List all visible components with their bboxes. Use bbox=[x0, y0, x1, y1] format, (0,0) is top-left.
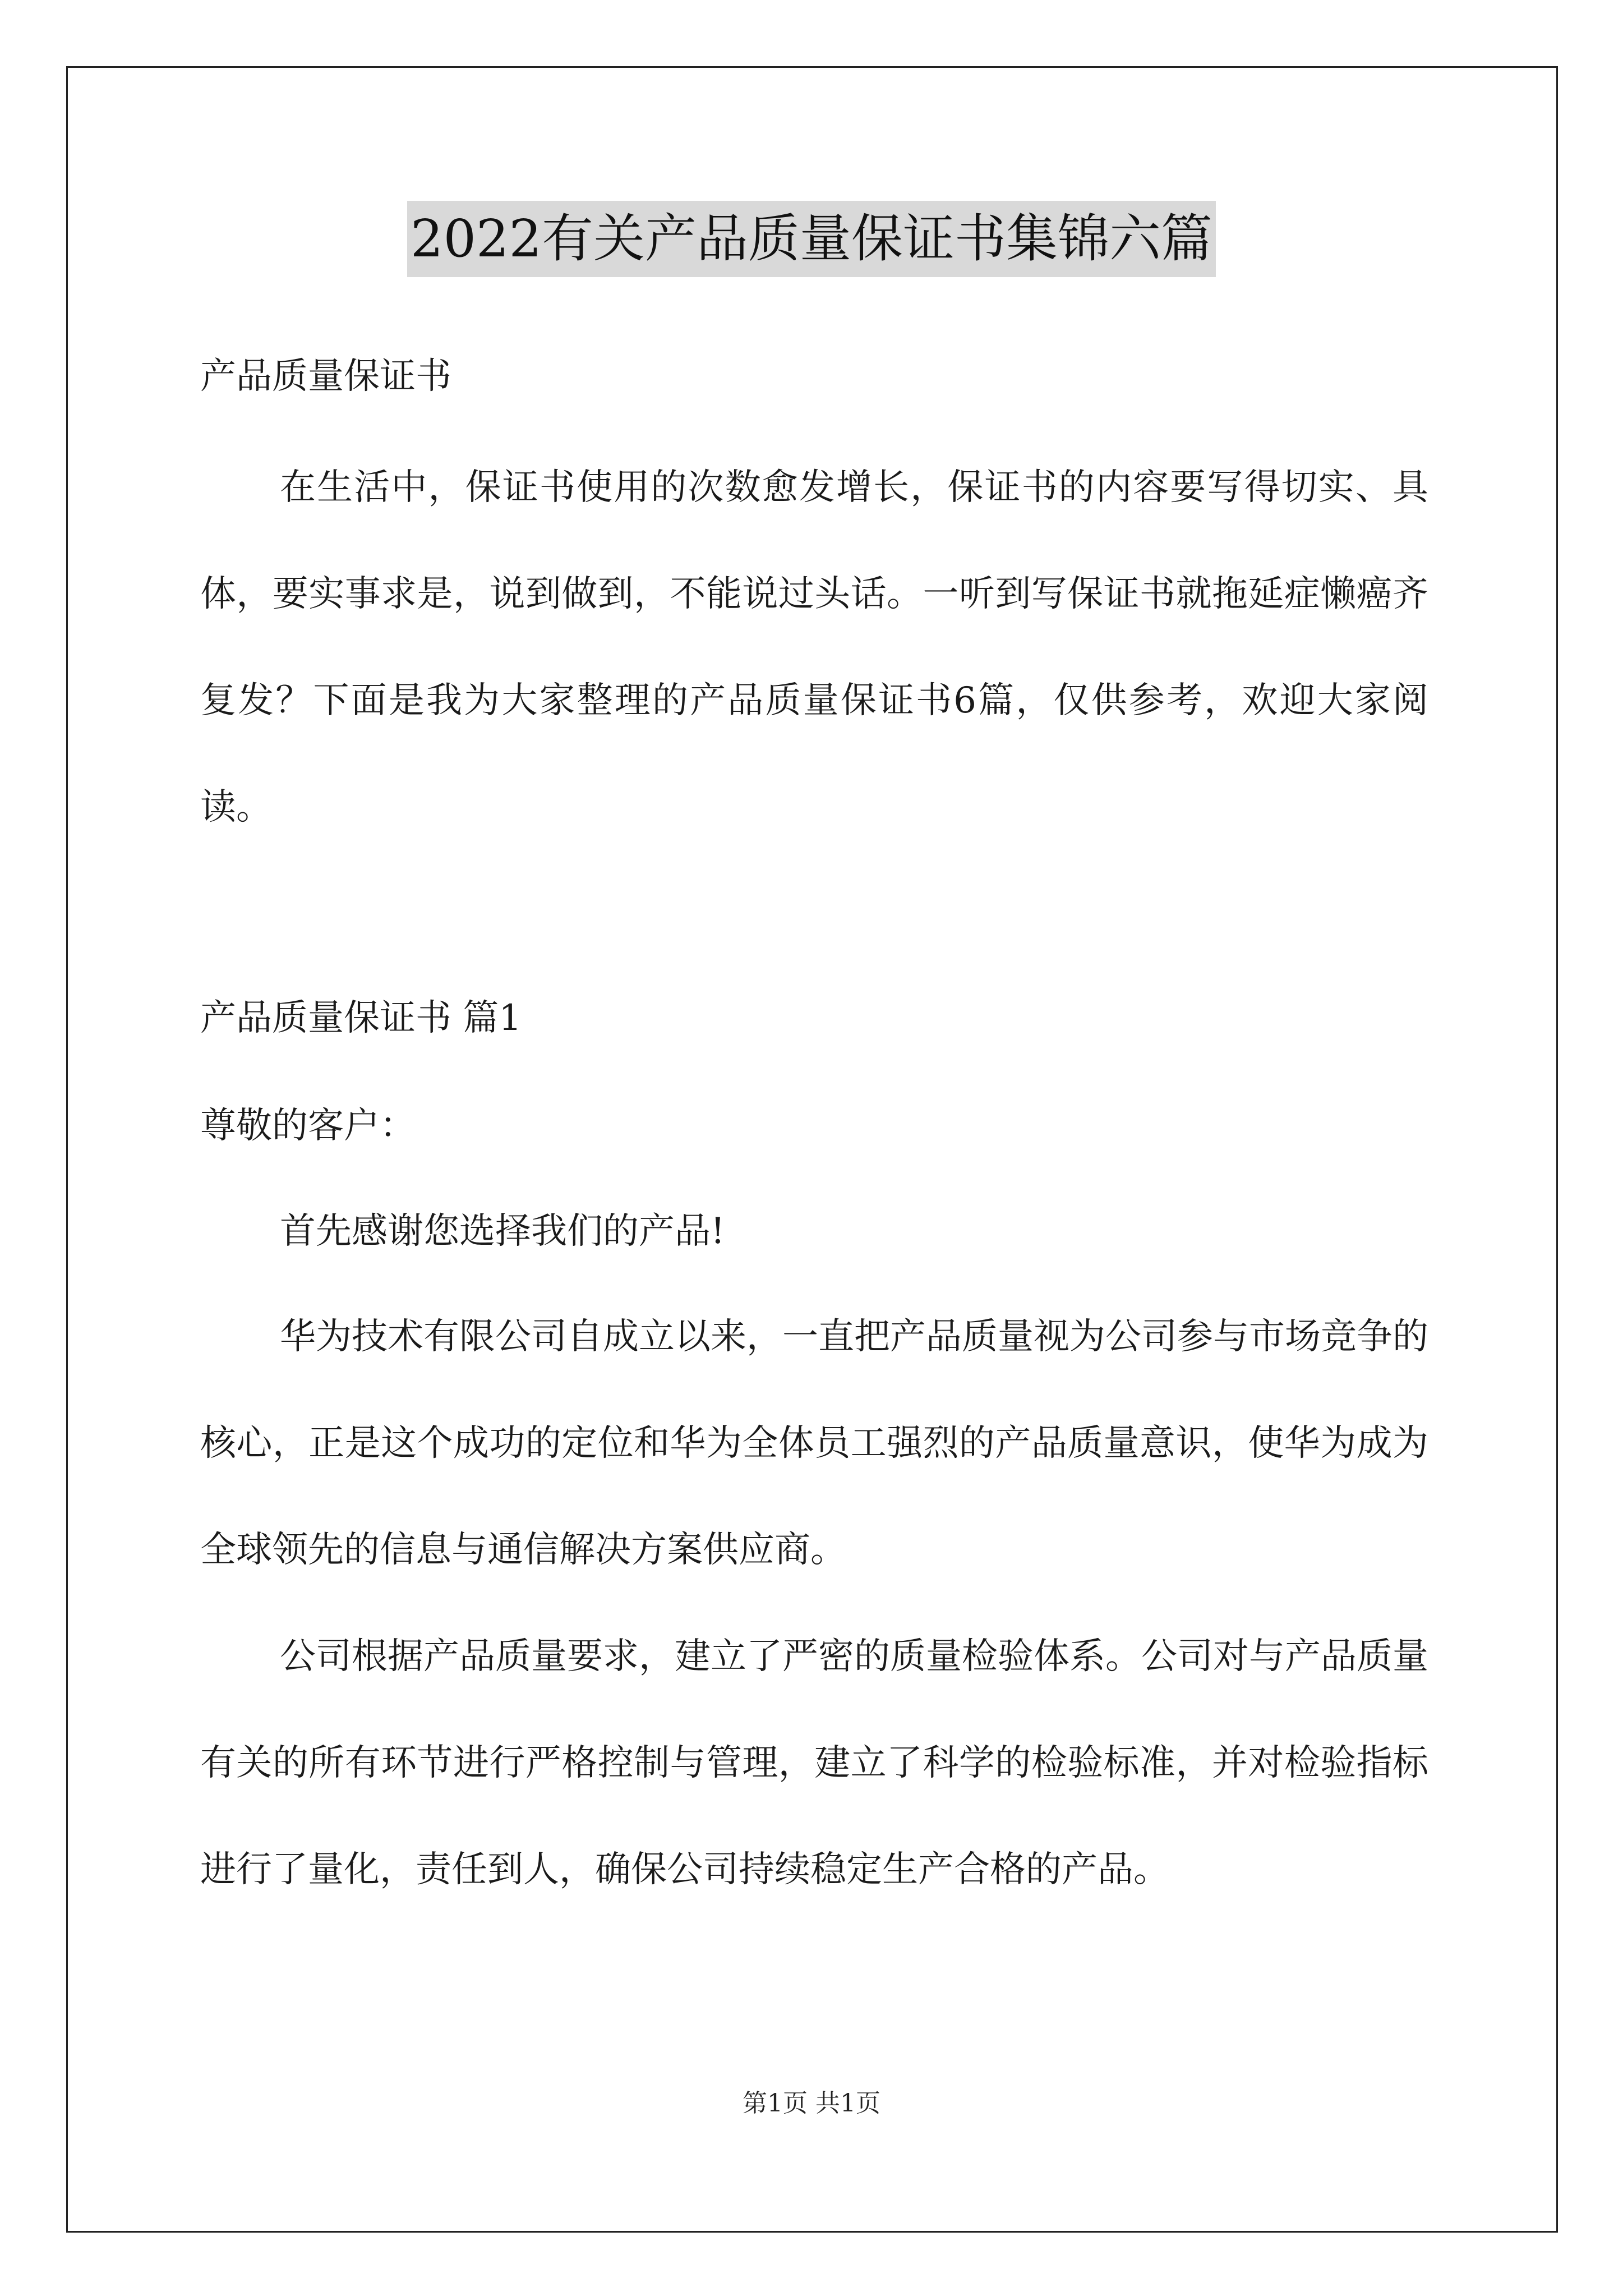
paragraph-thanks: 首先感谢您选择我们的产品! bbox=[280, 1211, 725, 1252]
salutation: 尊敬的客户： bbox=[200, 1105, 416, 1147]
section-heading: 产品质量保证书 bbox=[200, 356, 451, 397]
paragraph-company-intro: 华为技术有限公司自成立以来，一直把产品质量视为公司参与市场竞争的核心，正是这个成功的定位和华为全体员工强烈的产品质量意识，使华为成为全球领先的信息与通信解决方案供应商。 bbox=[200, 1316, 1428, 1571]
intro-paragraph: 在生活中，保证书使用的次数愈发增长，保证书的内容要写得切实、具体，要实事求是，说到做到，不能说过头话。一听到写保证书就拖延症懒癌齐复发？下面是我为大家整理的产品质量保证书6篇，仅供参考，欢迎大家阅读。 bbox=[200, 467, 1428, 828]
part1-heading: 产品质量保证书 篇1 bbox=[200, 997, 522, 1039]
title-container bbox=[0, 201, 1623, 277]
paragraph-quality-system: 公司根据产品质量要求，建立了严密的质量检验体系。公司对与产品质量有关的所有环节进行严格控制与管理，建立了科学的检验标准，并对检验指标进行了量化，责任到人，确保公司持续稳定生产合格的产品。 bbox=[200, 1636, 1428, 1890]
document-title: 2022有关产品质量保证书集锦六篇 bbox=[407, 201, 1216, 277]
page-footer: 第1页 共1页 bbox=[743, 2089, 880, 2118]
